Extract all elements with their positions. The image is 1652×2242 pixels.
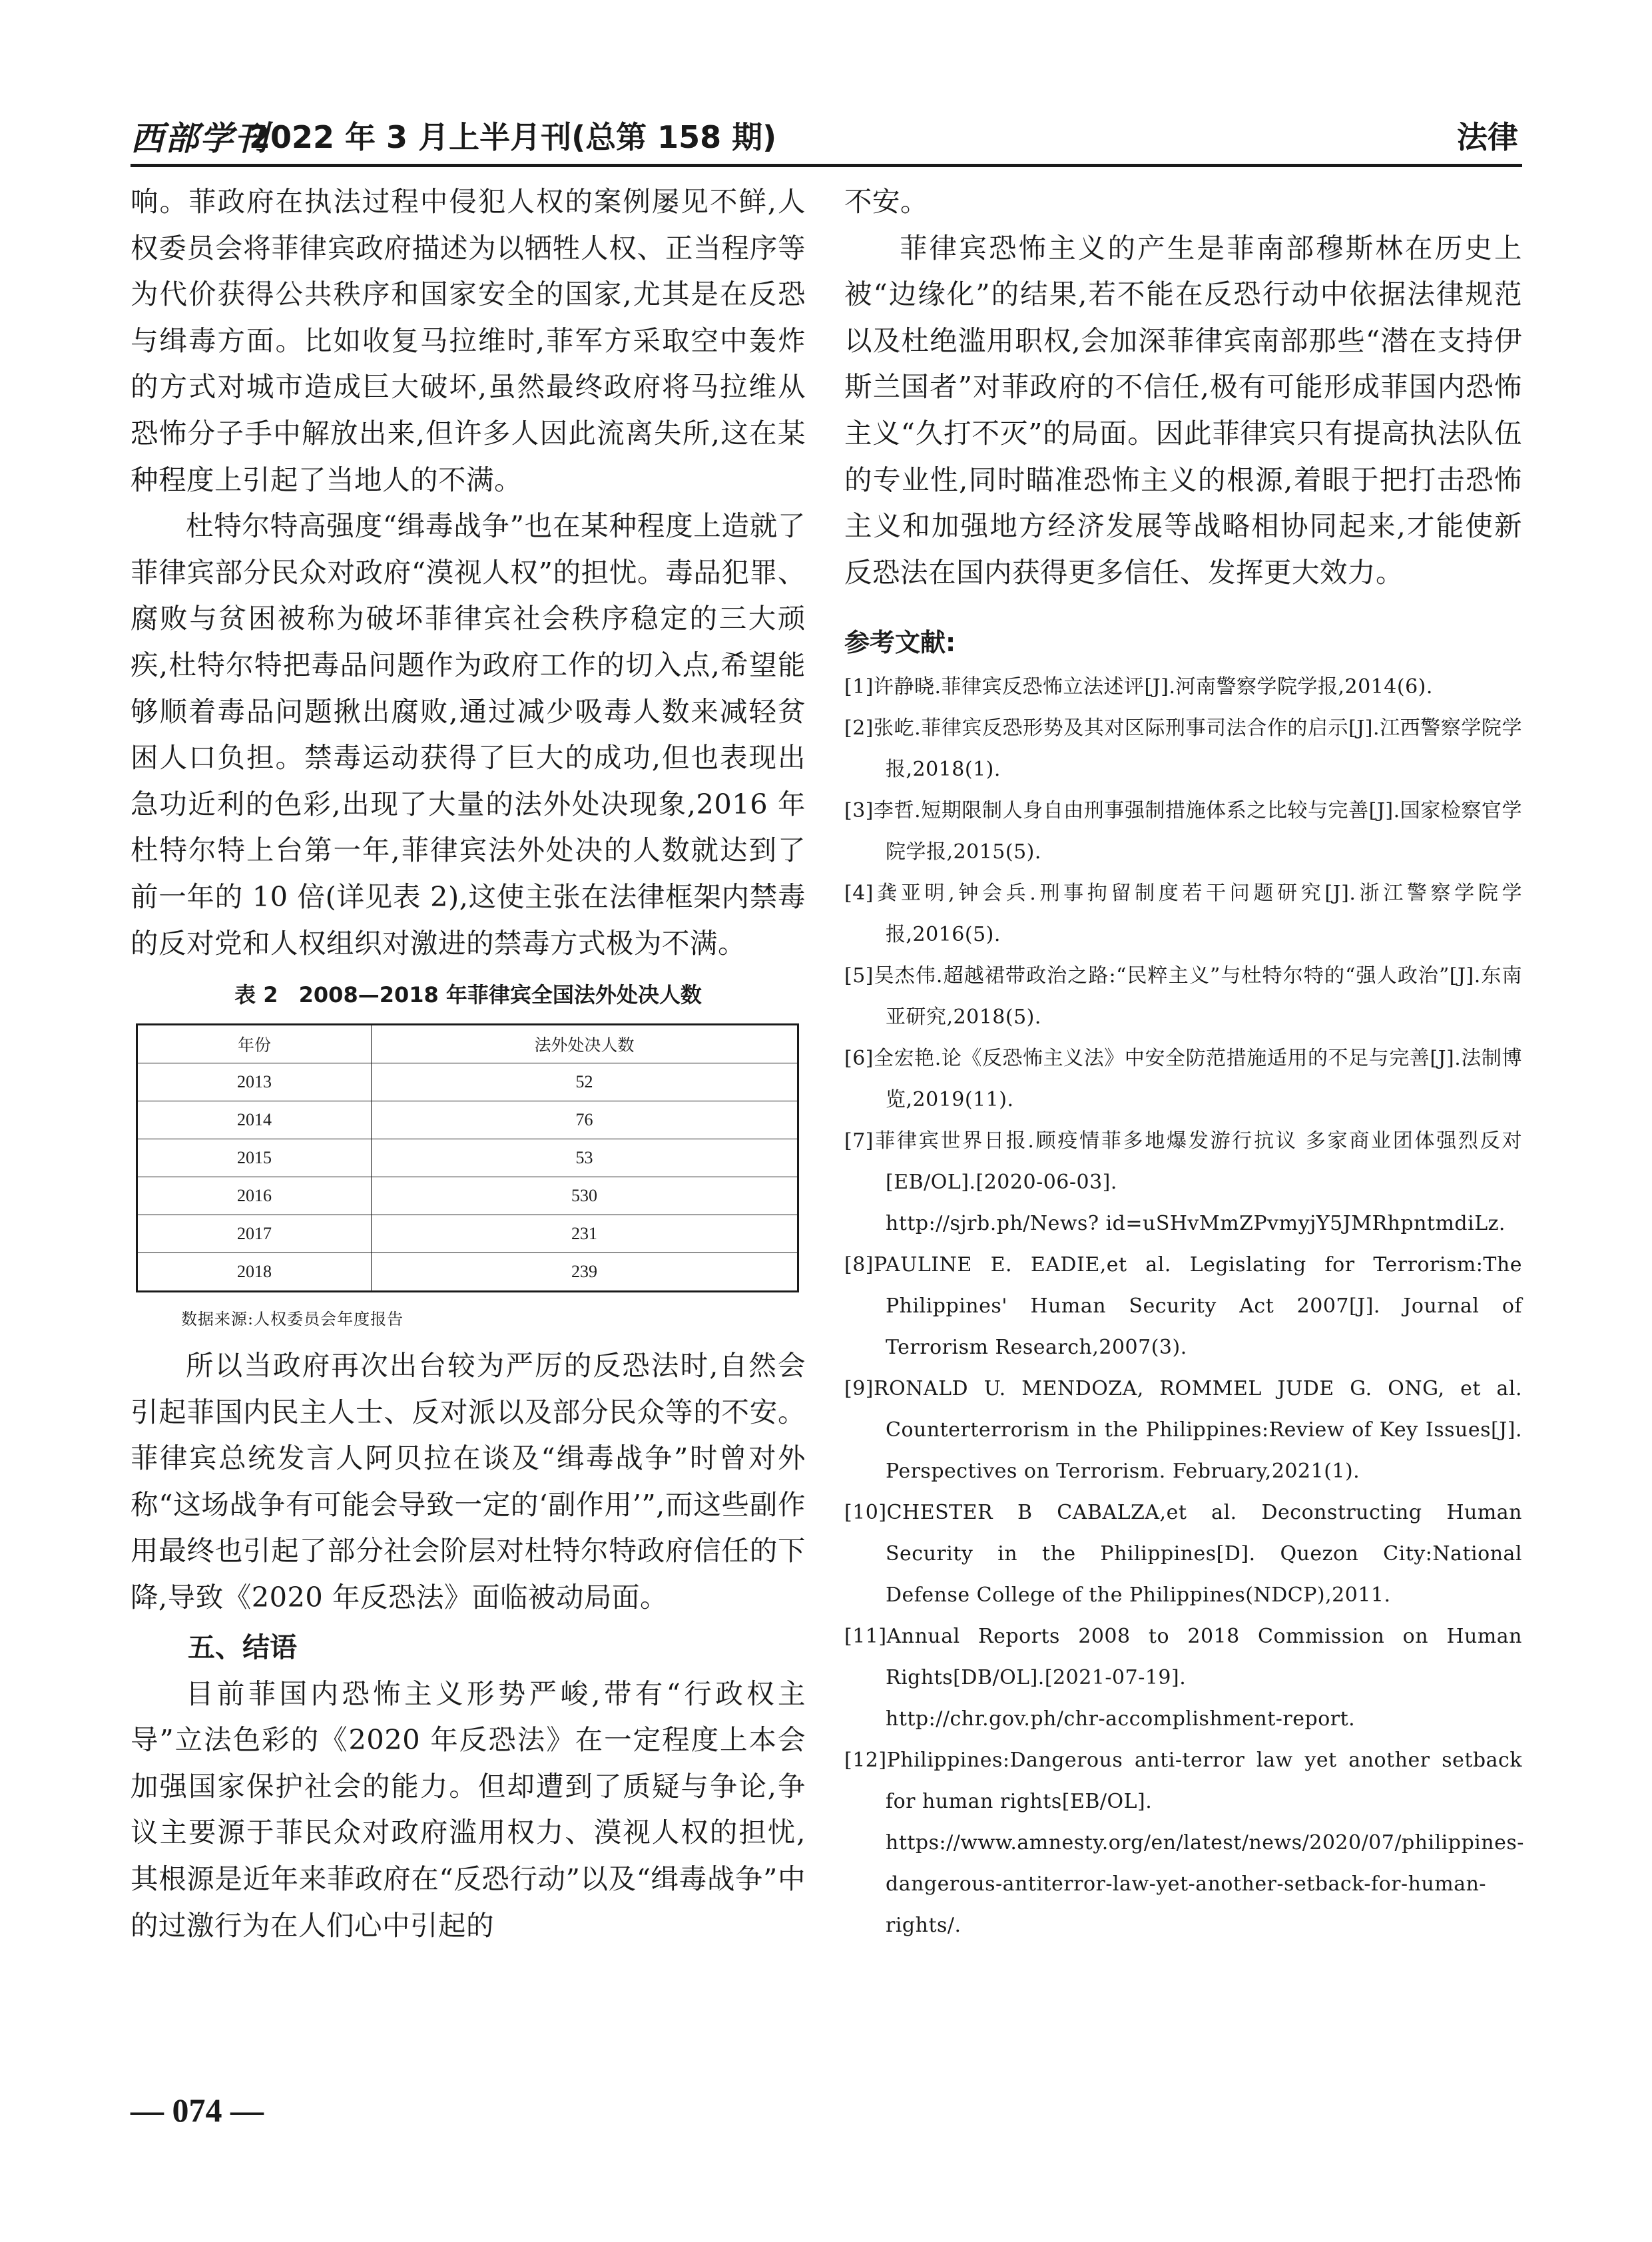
table-caption (131, 978, 806, 1009)
table-source-note: 数据来源:人权委员会年度报告 (181, 1310, 404, 1329)
section-heading: 五、结语 (188, 1631, 297, 1663)
reference-item (844, 708, 1522, 790)
table-cell: 530 (372, 1177, 798, 1215)
left-column (131, 178, 806, 1948)
reference-item (844, 873, 1522, 956)
journal-logo: 西部学刊 (131, 119, 269, 158)
reference-item (844, 956, 1522, 1038)
table-row (137, 1139, 798, 1177)
reference-item (844, 1740, 1522, 1946)
reference-url[interactable]: https://www.amnesty.org/en/latest/news/2020/07/philippines-dangerous-antiterror-law-yet-another-setback-for-human-rights/. (886, 1831, 1524, 1938)
table-cell: 2013 (137, 1063, 372, 1101)
right-column (844, 178, 1522, 1946)
reference-text: [11]Annual Reports 2008 to 2018 Commission on Human Rights[DB/OL].[2021-07-19]. (844, 1625, 1522, 1690)
table-row (137, 1215, 798, 1253)
paragraph: 杜特尔特高强度“缉毒战争”也在某种程度上造就了菲律宾部分民众对政府“漠视人权”的担忧。毒品犯罪、腐败与贫困被称为破坏菲律宾社会秩序稳定的三大顽疾,杜特尔特把毒品问题作为政府工作的切入点,希望能够顺着毒品问题揪出腐败,通过减少吸毒人数来减轻贫困人口负担。禁毒运动获得了巨大的成功,但也表现出急功近利的色彩,出现了大量的法外处决现象,2016 年杜特尔特上台第一年,菲律宾法外处决的人数就达到了前一年的 10 倍(详见表 2),这使主张在法律框架内禁毒的反对党和人权组织对激进的禁毒方式极为不满。 (131, 509, 806, 960)
paragraph: 不安。 (844, 185, 929, 218)
reference-item (844, 1616, 1522, 1740)
table-cell: 2014 (137, 1101, 372, 1139)
table-row (137, 1063, 798, 1101)
reference-text: [6]全宏艳.论《反恐怖主义法》中安全防范措施适用的不足与完善[J].法制博览,2019(11). (844, 1047, 1522, 1112)
table-row (137, 1101, 798, 1139)
data-table (136, 1023, 799, 1292)
table-cell: 2018 (137, 1253, 372, 1292)
table-header-row (137, 1025, 798, 1063)
paragraph: 所以当政府再次出台较为严厉的反恐法时,自然会引起菲国内民主人士、反对派以及部分民众等的不安。菲律宾总统发言人阿贝拉在谈及“缉毒战争”时曾对外称“这场战争有可能会导致一定的‘副作用’”,而这些副作用最终也引起了部分社会阶层对杜特尔特政府信任的下降,导致《2020 年反恐法》面临被动局面。 (131, 1349, 806, 1614)
reference-url[interactable]: http://sjrb.ph/News? id=uSHvMmZPvmyjY5JMRhpntmdiLz. (886, 1212, 1506, 1236)
reference-item (844, 1038, 1522, 1121)
reference-text: [7]菲律宾世界日报.顾疫情菲多地爆发游行抗议 多家商业团体强烈反对[EB/OL].[2020-06-03]. (844, 1129, 1522, 1195)
reference-item (844, 1121, 1522, 1245)
paragraph: 菲律宾恐怖主义的产生是菲南部穆斯林在历史上被“边缘化”的结果,若不能在反恐行动中依据法律规范以及杜绝滥用职权,会加深菲律宾南部那些“潜在支持伊斯兰国者”对菲政府的不信任,极有可能形成菲国内恐怖主义“久打不灭”的局面。因此菲律宾只有提高执法队伍的专业性,同时瞄准恐怖主义的根源,着眼于把打击恐怖主义和加强地方经济发展等战略相协同起来,才能使新反恐法在国内获得更多信任、发挥更大效力。 (844, 231, 1522, 589)
table-cell: 52 (372, 1063, 798, 1101)
page-header (131, 112, 1522, 167)
issue-info: 2022 年 3 月上半月刊(总第 158 期) (249, 119, 777, 155)
reference-text: [8]PAULINE E. EADIE,et al. Legislating for Terrorism:The Philippines' Human Security Act 2007[J]. Journal of Terrorism Research,2007(3). (844, 1253, 1522, 1360)
reference-item (844, 1245, 1522, 1368)
reference-text: [9]RONALD U. MENDOZA, ROMMEL JUDE G. ONG, et al. Counterterrorism in the Philippines:Review of Key Issues[J]. Perspectives on Terrorism. February,2021(1). (844, 1377, 1522, 1484)
references-heading: 参考文献: (844, 628, 956, 658)
reference-item (844, 667, 1522, 708)
table-cell: 2015 (137, 1139, 372, 1177)
paragraph: 响。菲政府在执法过程中侵犯人权的案例屡见不鲜,人权委员会将菲律宾政府描述为以牺牲人权、正当程序等为代价获得公共秩序和国家安全的国家,尤其是在反恐与缉毒方面。比如收复马拉维时,菲军方采取空中轰炸的方式对城市造成巨大破坏,虽然最终政府将马拉维从恐怖分子手中解放出来,但许多人因此流离失所,这在某种程度上引起了当地人的不满。 (131, 185, 806, 496)
table-cell: 2016 (137, 1177, 372, 1215)
page-number: — 074 — (131, 2092, 264, 2129)
paragraph: 目前菲国内恐怖主义形势严峻,带有“行政权主导”立法色彩的《2020 年反恐法》在一定程度上本会加强国家保护社会的能力。但却遭到了质疑与争论,争议主要源于菲民众对政府滥用权力、漠视人权的担忧,其根源是近年来菲政府在“反恐行动”以及“缉毒战争”中的过激行为在人们心中引起的 (131, 1677, 806, 1942)
reference-text: [2]张屹.菲律宾反恐形势及其对区际刑事司法合作的启示[J].江西警察学院学报,2018(1). (844, 716, 1522, 782)
reference-item (844, 790, 1522, 873)
table-cell: 53 (372, 1139, 798, 1177)
table-cell: 76 (372, 1101, 798, 1139)
reference-text: [1]许静晓.菲律宾反恐怖立法述评[J].河南警察学院学报,2014(6). (844, 675, 1433, 699)
section-label: 法律 (1457, 119, 1518, 155)
table-row (137, 1253, 798, 1292)
reference-url[interactable]: http://chr.gov.ph/chr-accomplishment-report. (886, 1707, 1356, 1731)
table-cell: 239 (372, 1253, 798, 1292)
reference-item (844, 1492, 1522, 1616)
references-list (844, 667, 1522, 1946)
reference-item (844, 1368, 1522, 1492)
table-caption-label: 表 2 (234, 982, 278, 1008)
table-cell: 2017 (137, 1215, 372, 1253)
reference-text: [4]龚亚明,钟会兵.刑事拘留制度若干问题研究[J].浙江警察学院学报,2016(5). (844, 882, 1522, 947)
reference-text: [3]李哲.短期限制人身自由刑事强制措施体系之比较与完善[J].国家检察官学院学报,2015(5). (844, 799, 1522, 864)
reference-text: [10]CHESTER B CABALZA,et al. Deconstructing Human Security in the Philippines[D]. Quezon City:National Defense College of the Philippines(NDCP),2011. (844, 1501, 1522, 1607)
column-header-year: 年份 (137, 1025, 372, 1063)
reference-text: [5]吴杰伟.超越裙带政治之路:“民粹主义”与杜特尔特的“强人政治”[J].东南亚研究,2018(5). (844, 964, 1522, 1029)
table-row (137, 1177, 798, 1215)
table-cell: 231 (372, 1215, 798, 1253)
table-caption-title: 2008—2018 年菲律宾全国法外处决人数 (298, 982, 702, 1008)
column-header-count: 法外处决人数 (372, 1025, 798, 1063)
reference-text: [12]Philippines:Dangerous anti-terror law yet another setback for human rights[EB/OL]. (844, 1749, 1522, 1814)
